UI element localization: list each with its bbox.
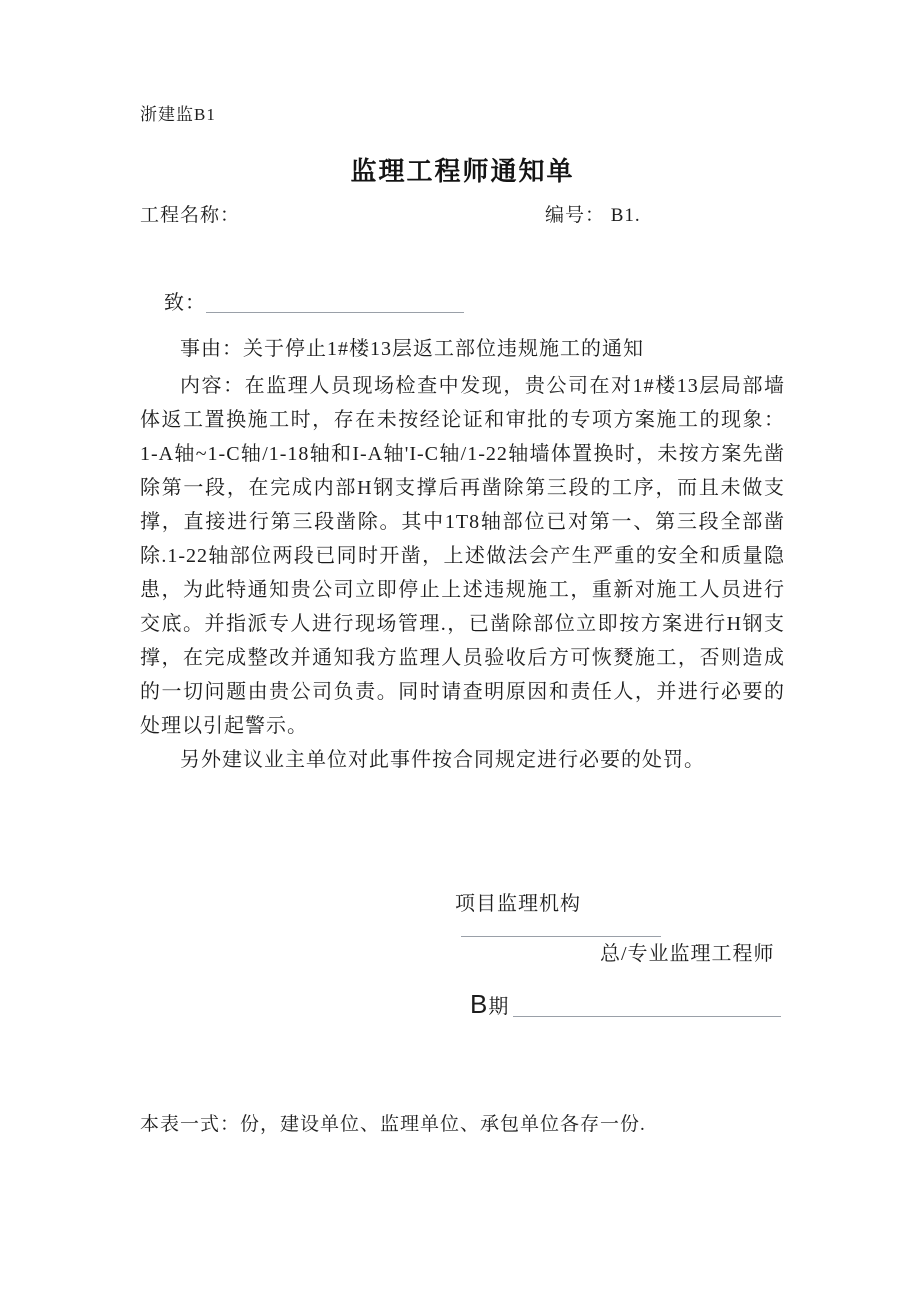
- to-label: 致：: [164, 292, 206, 314]
- footer-note: 本表一式：份，建设单位、监理单位、承包单位各存一份.: [140, 1114, 646, 1135]
- signature-org-row: [140, 887, 785, 917]
- signature-engineer-row: [140, 937, 785, 967]
- document-title: 监理工程师通知单: [350, 157, 575, 186]
- meta-row: [140, 200, 785, 228]
- to-row: [140, 286, 785, 316]
- content-paragraph: 内容：在监理人员现场检查中发现，贵公司在对1#楼13层局部墙体返工置换施工时，存在未按经论证和审批的专项方案施工的现象：1-A轴~1-C轴/1-18轴和I-A轴'I-C轴/1-22轴墙体置换时，未按方案先凿除第一段，在完成内部H钢支撑后再凿除第三段的工序，而且未做支撑，直接进行第三段凿除。其中1T8轴部位已对第一、第三段全部凿除.1-22轴部位两段已同时开凿，上述做法会产生严重的安全和质量隐患，为此特通知贵公司立即停止上述违规施工，重新对施工人员进行交底。并指派专人进行现场管理.，已凿除部位立即按方案进行H钢支撑，在完成整改并通知我方监理人员验收后方可恢燹施工，否则造成的一切问题由贵公司负责。同时请查明原因和责任人，并进行必要的处理以引起警示。: [140, 375, 785, 737]
- form-code-label: 浙建监B1: [140, 105, 216, 124]
- to-fill-line: [206, 312, 464, 313]
- suggestion-paragraph: 另外建议业主单位对此事件按合同规定进行必要的处罚。: [180, 749, 705, 771]
- date-fill-line: [513, 1016, 781, 1017]
- document-number-label: 编号： B1.: [545, 205, 641, 226]
- subject-line: 事由：关于停止1#楼13层返工部位违规施工的通知: [180, 338, 644, 360]
- signature-date-row: [140, 989, 785, 1023]
- org-fill-line: [461, 936, 661, 937]
- org-label: 项目监理机构: [455, 893, 581, 915]
- date-label: B期: [470, 989, 510, 1019]
- engineer-title-label: 总/专业监理工程师: [600, 943, 775, 965]
- project-name-label: 工程名称：: [140, 205, 241, 226]
